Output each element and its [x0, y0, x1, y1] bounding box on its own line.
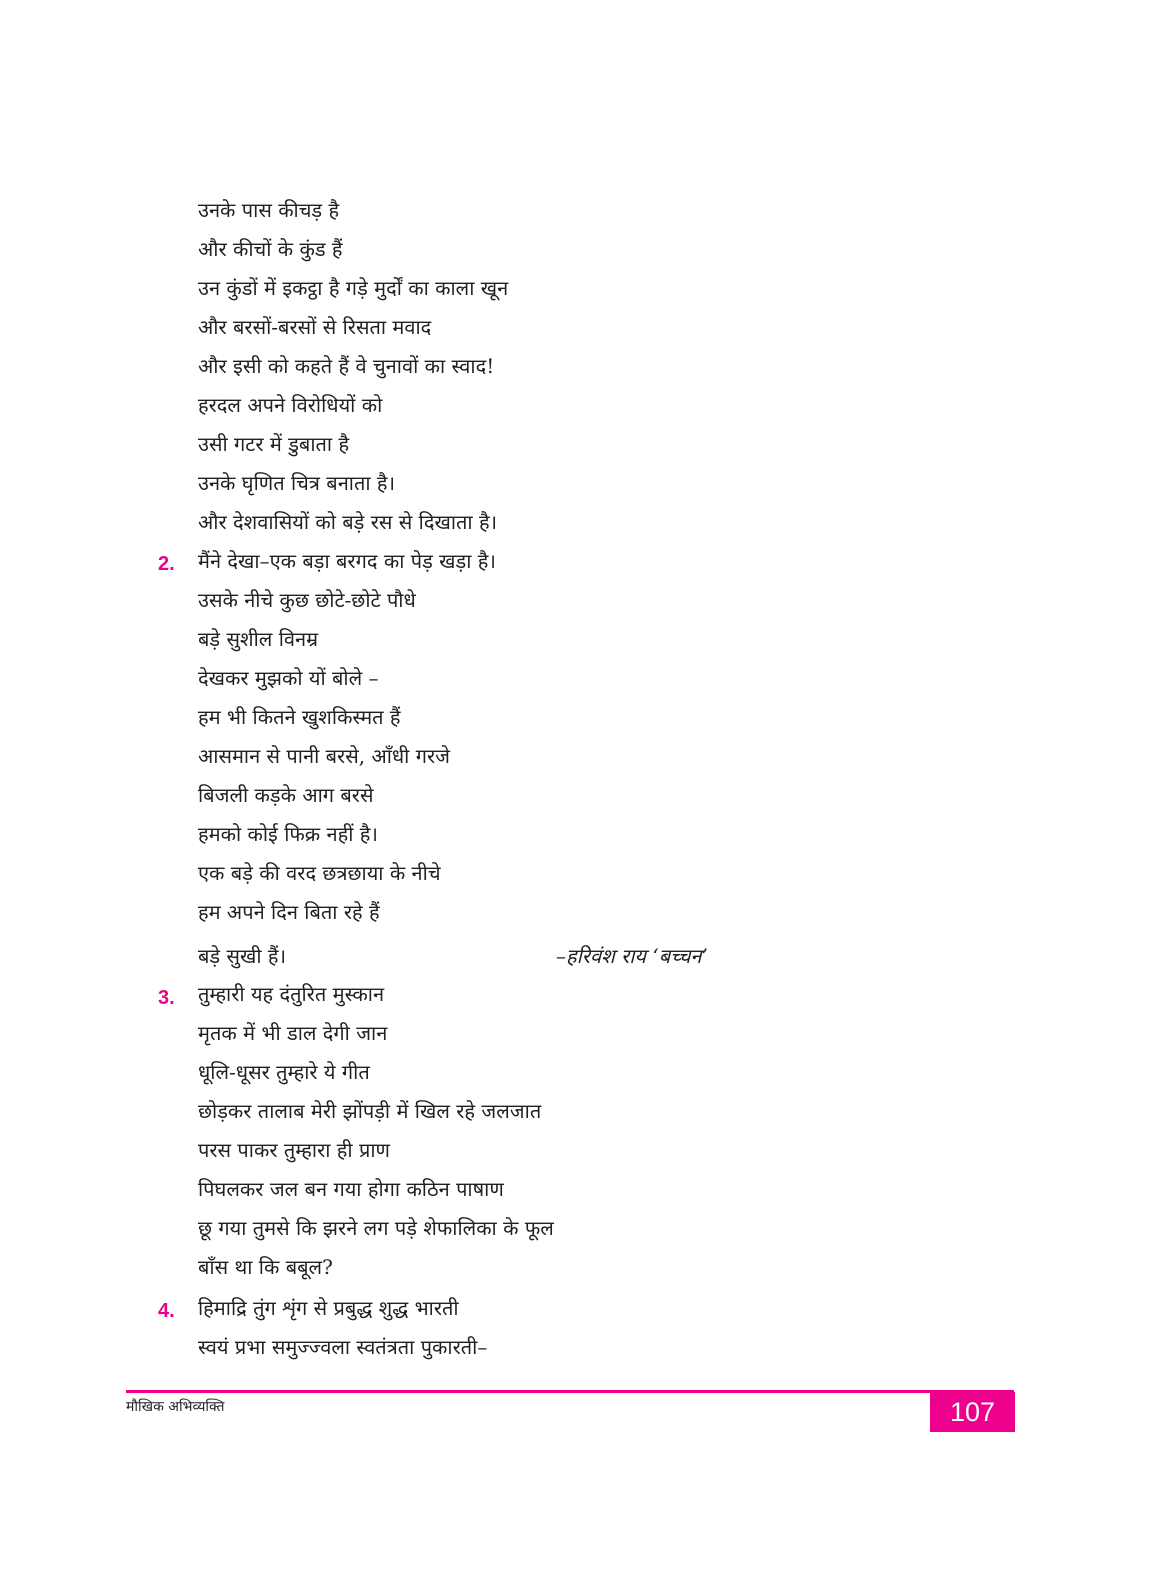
poem-3-line-7: छू गया तुमसे कि झरने लग पड़े शेफालिका के फूल: [198, 1216, 554, 1240]
poem-2-line-2: उसके नीचे कुछ छोटे-छोटे पौधे: [198, 588, 416, 612]
poem-2-line-6: आसमान से पानी बरसे, आँधी गरजे: [198, 744, 451, 768]
poem-3-line-2: मृतक में भी डाल देगी जान: [198, 1021, 388, 1045]
poem-1-line-9: और देशवासियों को बड़े रस से दिखाता है।: [198, 510, 498, 534]
poem-1-line-5: और इसी को कहते हैं वे चुनावों का स्वाद!: [198, 354, 495, 378]
poem-2-line-11: बड़े सुखी हैं।: [198, 944, 287, 968]
poem-3-line-4: छोड़कर तालाब मेरी झोंपड़ी में खिल रहे जलजात: [198, 1099, 542, 1123]
poem-3-line-1: तुम्हारी यह दंतुरित मुस्कान: [198, 982, 385, 1006]
poem-2-line-10: हम अपने दिन बिता रहे हैं: [198, 900, 380, 924]
poem-4-line-1: हिमाद्रि तुंग शृंग से प्रबुद्ध शुद्ध भारती: [198, 1296, 459, 1320]
poem-2-line-4: देखकर मुझको यों बोले –: [198, 666, 379, 690]
poem-3-line-8: बाँस था कि बबूल?: [198, 1255, 333, 1279]
poem-3-line-3: धूलि-धूसर तुम्हारे ये गीत: [198, 1060, 370, 1084]
poem-1-line-3: उन कुंडों में इकट्ठा है गड़े मुर्दों का काला खून: [198, 276, 509, 300]
poem-2-line-3: बड़े सुशील विनम्र: [198, 627, 319, 651]
poem-3-line-5: परस पाकर तुम्हारा ही प्राण: [198, 1138, 390, 1162]
poem-4-number: 4.: [158, 1300, 175, 1322]
footer-divider: [126, 1390, 1014, 1393]
poem-2-line-9: एक बड़े की वरद छत्रछाया के नीचे: [198, 861, 441, 885]
poem-4-line-2: स्वयं प्रभा समुज्ज्वला स्वतंत्रता पुकारती–: [198, 1335, 488, 1359]
poem-2-line-5: हम भी कितने खुशकिस्मत हैं: [198, 705, 401, 729]
poem-3-line-6: पिघलकर जल बन गया होगा कठिन पाषाण: [198, 1177, 504, 1201]
poem-1-line-2: और कीचों के कुंड हैं: [198, 237, 343, 261]
poem-2-number: 2.: [158, 553, 175, 575]
poem-1-line-1: उनके पास कीचड़ है: [198, 198, 340, 222]
poem-2-attribution: –हरिवंश राय ‘बच्चन’: [556, 944, 708, 968]
poem-1-line-6: हरदल अपने विरोधियों को: [198, 393, 383, 417]
poem-2-line-1: मैंने देखा–एक बड़ा बरगद का पेड़ खड़ा है।: [198, 549, 496, 573]
footer-section-title: मौखिक अभिव्यक्ति: [126, 1399, 225, 1415]
poem-2-line-8: हमको कोई फिक्र नहीं है।: [198, 822, 378, 846]
page-number: 107: [930, 1392, 1015, 1432]
poem-1-line-8: उनके घृणित चित्र बनाता है।: [198, 471, 396, 495]
poem-2-line-7: बिजली कड़के आग बरसे: [198, 783, 374, 807]
poem-3-number: 3.: [158, 987, 175, 1009]
poem-1-line-7: उसी गटर में डुबाता है: [198, 432, 350, 456]
poem-1-line-4: और बरसों-बरसों से रिसता मवाद: [198, 315, 432, 339]
